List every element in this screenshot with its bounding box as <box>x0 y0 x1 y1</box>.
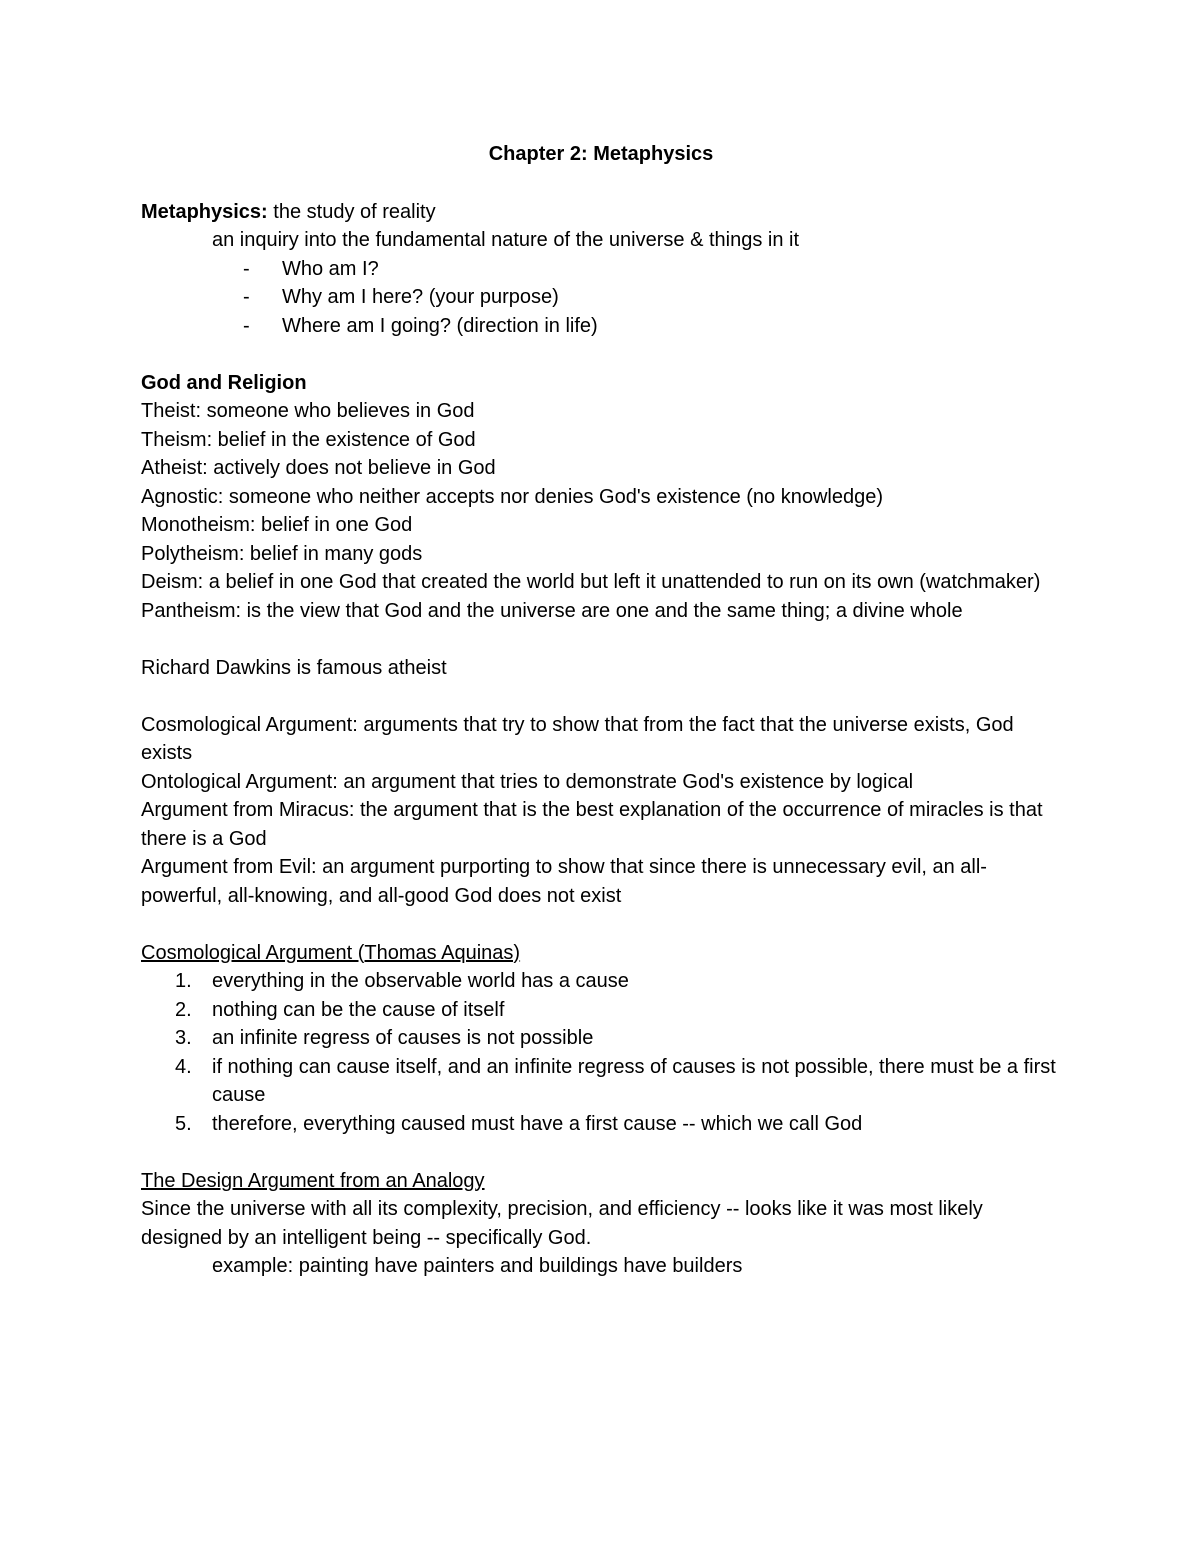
argument-ontological: Ontological Argument: an argument that tries to demonstrate God's existence by logical <box>141 770 914 793</box>
question-text: Who am I? <box>282 257 379 280</box>
metaphysics-definition-text: the study of reality <box>267 200 436 223</box>
step-text: everything in the observable world has a cause <box>212 970 629 992</box>
definition-pantheism: Pantheism: is the view that God and the universe are one and the same thing; a divine whole <box>141 599 963 622</box>
step-number: 5. <box>175 1112 192 1135</box>
step-number: 1. <box>175 970 192 992</box>
dash-marker: - <box>243 257 250 280</box>
dawkins-note: Richard Dawkins is famous atheist <box>141 656 447 679</box>
document-page <box>141 140 1061 1281</box>
step-text: therefore, everything caused must have a first cause -- which we call God <box>212 1112 863 1135</box>
metaphysics-definition <box>141 198 1061 227</box>
definition-atheist: Atheist: actively does not believe in God <box>141 457 496 479</box>
definition-theist: Theist: someone who believes in God <box>141 400 475 422</box>
dash-marker: - <box>243 286 250 308</box>
step-text: nothing can be the cause of itself <box>212 998 505 1021</box>
cosmological-step <box>141 1053 1061 1110</box>
cosmological-step <box>141 967 1061 996</box>
definition-monotheism: Monotheism: belief in one God <box>141 514 413 536</box>
argument-evil: Argument from Evil: an argument purporting to show that since there is unnecessary evil, an all-powerful, all-knowing, and all-good God does not exist <box>141 856 987 907</box>
definition-agnostic: Agnostic: someone who neither accepts nor denies God's existence (no knowledge) <box>141 485 884 508</box>
question-item <box>141 283 1061 312</box>
dash-marker: - <box>243 314 250 337</box>
cosmological-step <box>141 1110 1061 1139</box>
argument-miracles: Argument from Miracus: the argument that is the best explanation of the occurrence of miracles is that there is a God <box>141 799 1049 850</box>
design-heading: The Design Argument from an Analogy <box>141 1169 485 1192</box>
cosmological-step <box>141 1024 1061 1053</box>
step-number: 4. <box>175 1055 192 1078</box>
question-text: Why am I here? (your purpose) <box>282 286 559 308</box>
question-item <box>141 312 1061 341</box>
cosmological-step <box>141 996 1061 1025</box>
cosmological-heading: Cosmological Argument (Thomas Aquinas) <box>141 941 521 964</box>
question-text: Where am I going? (direction in life) <box>282 314 598 337</box>
question-item <box>141 255 1061 284</box>
god-religion-heading: God and Religion <box>141 371 307 394</box>
design-text: Since the universe with all its complexity, precision, and efficiency -- looks like it was most likely designed by an intelligent being -- specifically God. <box>141 1198 989 1249</box>
definition-polytheism: Polytheism: belief in many gods <box>141 542 423 565</box>
page-title: Chapter 2: Metaphysics <box>488 143 714 165</box>
metaphysics-inquiry: an inquiry into the fundamental nature of the universe & things in it <box>212 229 800 251</box>
metaphysics-term: Metaphysics: <box>141 200 268 223</box>
design-example: example: painting have painters and buildings have builders <box>212 1255 743 1277</box>
definition-deism: Deism: a belief in one God that created the world but left it unattended to run on its own (watchmaker) <box>141 571 1041 593</box>
step-text: if nothing can cause itself, and an infinite regress of causes is not possible, there must be a first cause <box>212 1055 1056 1106</box>
step-text: an infinite regress of causes is not possible <box>212 1027 594 1049</box>
step-number: 2. <box>175 998 192 1021</box>
argument-cosmological: Cosmological Argument: arguments that try to show that from the fact that the universe exists, God exists <box>141 713 1020 764</box>
step-number: 3. <box>175 1027 192 1049</box>
definition-theism: Theism: belief in the existence of God <box>141 428 476 451</box>
